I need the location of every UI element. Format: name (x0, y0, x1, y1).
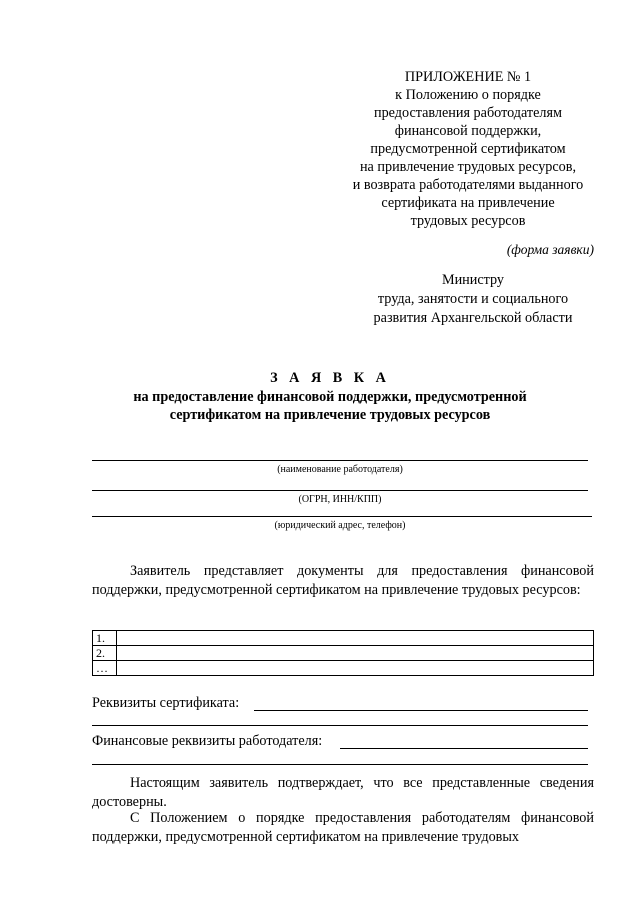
document-title (80, 369, 580, 424)
title-main: З А Я В К А (270, 370, 390, 386)
ogrn-field[interactable] (92, 490, 588, 491)
title-sub-line: на предоставление финансовой поддержки, предусмотренной (133, 389, 527, 405)
appendix-line: и возврата работодателями выданного (352, 177, 584, 193)
row-number: … (93, 661, 117, 676)
address-caption: (юридический адрес, телефон) (274, 520, 406, 531)
employer-details-label: Финансовые реквизиты работодателя: (92, 733, 323, 749)
certificate-details-field[interactable] (254, 710, 588, 711)
appendix-line: финансовой поддержки, (394, 123, 542, 139)
addressee-line: Министру (441, 272, 505, 288)
appendix-block (330, 68, 606, 230)
table-row (93, 661, 594, 676)
title-sub-line: сертификатом на привлечение трудовых ресурсов (169, 407, 491, 423)
form-note: (форма заявки) (506, 242, 594, 257)
row-number: 2. (93, 646, 117, 661)
intro-paragraph: Заявитель представляет документы для предоставления финансовой поддержки, предусмотренной сертификатом на привлечение трудовых ресурсов: (92, 563, 594, 598)
row-cell[interactable] (117, 646, 594, 661)
employer-details-field-line2[interactable] (92, 764, 588, 765)
table-row (93, 631, 594, 646)
certificate-details-field-line2[interactable] (92, 725, 588, 726)
addressee-line: труда, занятости и социального (377, 291, 569, 307)
appendix-line: предоставления работодателям (373, 105, 563, 121)
ogrn-caption: (ОГРН, ИНН/КПП) (298, 494, 382, 505)
employer-name-field[interactable] (92, 460, 588, 461)
address-field[interactable] (92, 516, 592, 517)
addressee-line: развития Архангельской области (373, 310, 573, 326)
regulation-paragraph: С Положением о порядке предоставления работодателям финансовой поддержки, предусмотренной сертификатом на привлечение трудовых (92, 810, 594, 845)
row-cell[interactable] (117, 631, 594, 646)
certificate-details-label: Реквизиты сертификата: (92, 695, 240, 711)
appendix-line: предусмотренной сертификатом (370, 141, 566, 157)
appendix-line: на привлечение трудовых ресурсов, (359, 159, 577, 175)
documents-table (92, 630, 594, 676)
table-row (93, 646, 594, 661)
appendix-line: к Положению о порядке (395, 87, 541, 103)
appendix-line: сертификата на привлечение (381, 195, 555, 211)
row-cell[interactable] (117, 661, 594, 676)
appendix-line: трудовых ресурсов (410, 213, 526, 229)
appendix-line: ПРИЛОЖЕНИЕ № 1 (404, 69, 532, 85)
addressee-block (350, 271, 596, 328)
employer-name-caption: (наименование работодателя) (277, 464, 403, 475)
row-number: 1. (93, 631, 117, 646)
employer-details-field[interactable] (340, 748, 588, 749)
confirm-paragraph: Настоящим заявитель подтверждает, что все представленные сведения достоверны. (92, 775, 594, 810)
